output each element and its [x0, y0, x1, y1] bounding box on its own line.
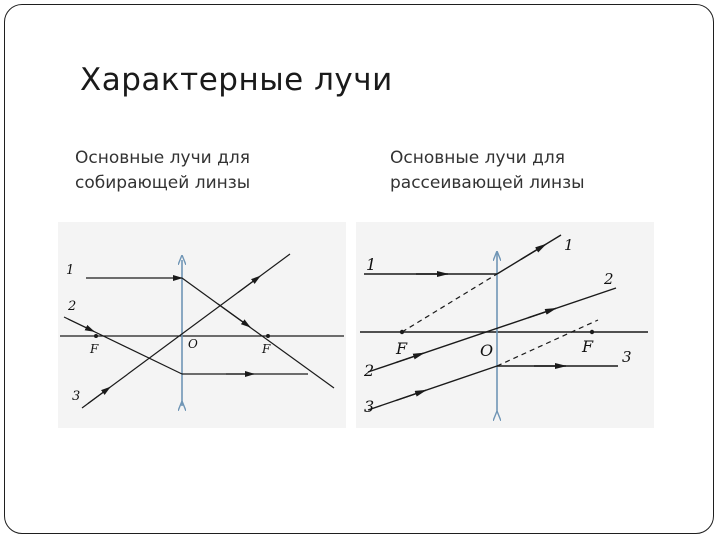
converging-lens-diagram [58, 222, 346, 428]
outgoing-ray-2-label: 2 [604, 270, 614, 288]
ray-3-label: 3 [364, 397, 375, 416]
right-focus-label: F [582, 337, 594, 356]
ray-2-label: 2 [68, 299, 77, 314]
converging-lens-caption: Основные лучи для собирающей линзы [75, 148, 251, 193]
outgoing-ray-1-label: 1 [564, 236, 574, 254]
left-focus-point [400, 330, 404, 334]
left-focus-label: F [396, 339, 408, 358]
ray-3-arrow-out [238, 276, 260, 292]
ray-1-extension [402, 274, 497, 332]
right-focus-point [266, 334, 270, 338]
ray-3-arrow-in [396, 390, 426, 400]
left-focus-point [94, 334, 98, 338]
converging-lens-svg [58, 222, 346, 428]
ray-2-arrow-out [528, 308, 556, 318]
diverging-lens-diagram [356, 222, 654, 428]
right-focus-point [590, 330, 594, 334]
slide-title: Характерные лучи [80, 62, 393, 98]
ray-2-arrow [68, 319, 94, 332]
left-focus-label: F [90, 342, 99, 356]
ray-3-label: 3 [72, 389, 81, 404]
ray-1-label: 1 [66, 263, 75, 278]
optical-center-label: O [188, 337, 198, 351]
ray-1-arrow [218, 304, 250, 327]
optical-center-label: O [480, 341, 494, 360]
ray-1-arrow-out [521, 244, 546, 259]
diverging-lens-svg [356, 222, 654, 428]
ray-2-label: 2 [364, 361, 375, 380]
ray-1-label: 1 [366, 255, 377, 274]
ray-3-arrow-in [88, 387, 110, 403]
outgoing-ray-3-label: 3 [622, 348, 632, 366]
ray-3-incident [368, 366, 497, 410]
right-focus-label: F [262, 342, 271, 356]
diverging-lens-caption: Основные лучи для рассеивающей линзы [390, 148, 585, 193]
ray-1-refracted [182, 278, 334, 388]
